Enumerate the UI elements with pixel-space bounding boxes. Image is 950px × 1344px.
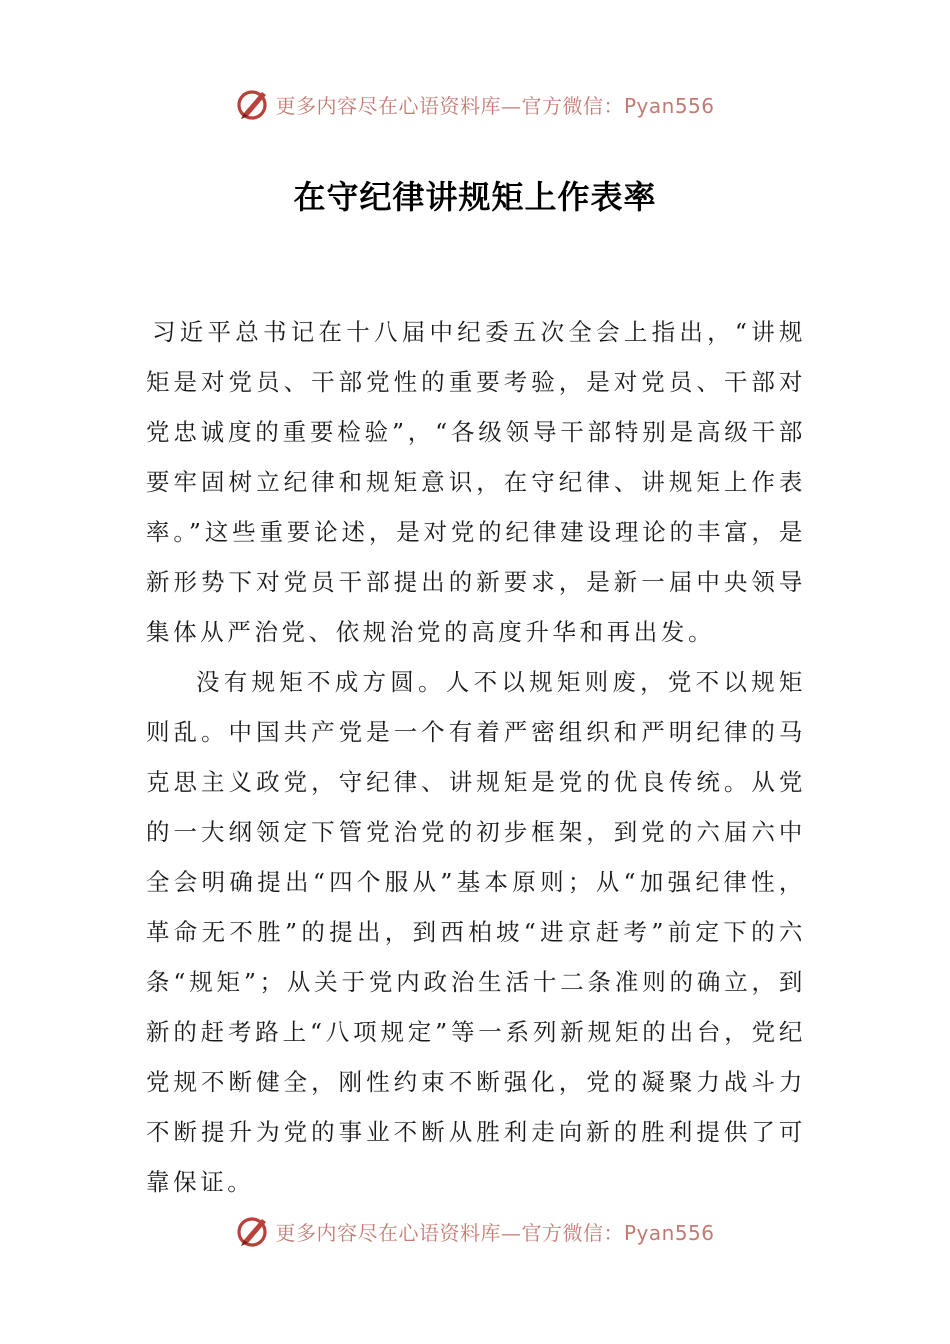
header-official-label: 官方微信： (521, 93, 624, 118)
header-banner (0, 84, 950, 124)
footer-separator: — (500, 1220, 522, 1245)
footer-official-label: 官方微信： (521, 1220, 624, 1245)
document-title: 在守纪律讲规矩上作表率 (293, 178, 657, 216)
header-wechat-id: Pyan556 (623, 93, 715, 118)
footer-promo-text: 更多内容尽在心语资料库 (275, 1220, 501, 1245)
paragraph-1: 习近平总书记在十八届中纪委五次全会上指出，“讲规矩是对党员、干部党性的重要考验，是对党员、干部对党忠诚度的重要检验”，“各级领导干部特别是高级干部要牢固树立纪律和规矩意识，在守纪律、讲规矩上作表率。”这些重要论述，是对党的纪律建设理论的丰富，是新形势下对党员干部提出的新要求，是新一届中央领导集体从严治党、依规治党的高度升华和再出发。 (146, 318, 806, 646)
footer-banner (0, 1211, 950, 1251)
header-separator: — (500, 93, 522, 118)
pen-logo-icon (235, 86, 271, 122)
header-promo-text: 更多内容尽在心语资料库 (275, 93, 501, 118)
header-banner-text (275, 90, 714, 119)
footer-wechat-id: Pyan556 (623, 1220, 715, 1245)
pen-logo-icon (235, 1213, 271, 1249)
footer-banner-text (275, 1217, 714, 1246)
paragraph-2: 没有规矩不成方圆。人不以规矩则废，党不以规矩则乱。中国共产党是一个有着严密组织和严明纪律的马克思主义政党，守纪律、讲规矩是党的优良传统。从党的一大纲领定下管党治党的初步框架，到党的六届六中全会明确提出“四个服从”基本原则；从“加强纪律性，革命无不胜”的提出，到西柏坡“进京赶考”前定下的六条“规矩”；从关于党内政治生活十二条准则的确立，到新的赶考路上“八项规定”等一系列新规矩的出台，党纪党规不断健全，刚性约束不断强化，党的凝聚力战斗力不断提升为党的事业不断从胜利走向新的胜利提供了可靠保证。 (146, 668, 806, 1196)
document-body (146, 307, 806, 1207)
